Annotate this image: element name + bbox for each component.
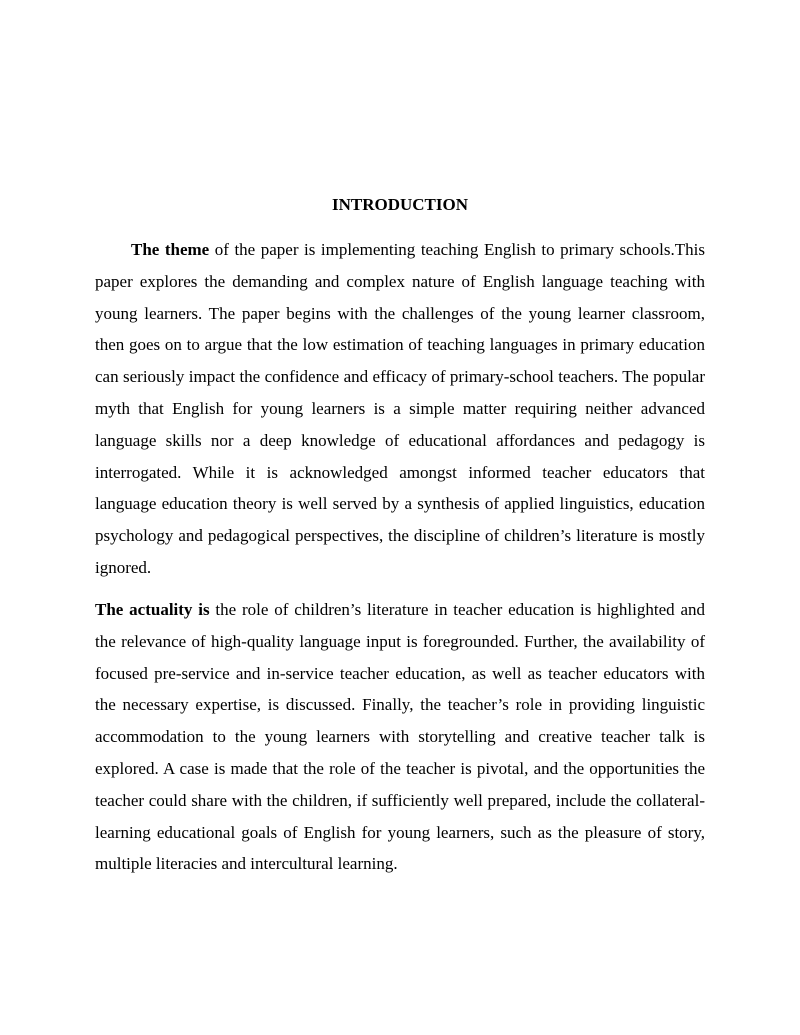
paragraph-text: of the paper is implementing teaching English to primary schools.This paper explores the demanding and complex nature of English language teaching with young learners. The paper begins with the challenges of the young learner classroom, then goes on to argue that the low estimation of teaching languages in primary education can seriously impact the confidence and efficacy of primary-school teachers. The popular myth that English for young learners is a simple matter requiring neither advanced language skills nor a deep knowledge of educational affordances and pedagogy is interrogated. While it is acknowledged amongst informed teacher educators that language education theory is well served by a synthesis of applied linguistics, education psychology and pedagogical perspectives, the discipline of children’s literature is mostly ignored. <box>95 240 705 577</box>
paragraph-text: the role of children’s literature in teacher education is highlighted and the relevance of high-quality language input is foregrounded. Further, the availability of focused pre-service and in-service teacher education, as well as teacher educators with the necessary expertise, is discussed. Finally, the teacher’s role in providing linguistic accommodation to the young learners with storytelling and creative teacher talk is explored. A case is made that the role of the teacher is pivotal, and the opportunities the teacher could share with the children, if sufficiently well prepared, include the collateral-learning educational goals of English for young learners, such as the pleasure of story, multiple literacies and intercultural learning. <box>95 600 705 874</box>
paragraph-theme <box>95 234 705 584</box>
paragraph-lead: The theme <box>131 240 210 259</box>
paragraph-lead: The actuality is <box>95 600 210 619</box>
paragraph-actuality <box>95 594 705 880</box>
section-heading: INTRODUCTION <box>331 195 469 214</box>
